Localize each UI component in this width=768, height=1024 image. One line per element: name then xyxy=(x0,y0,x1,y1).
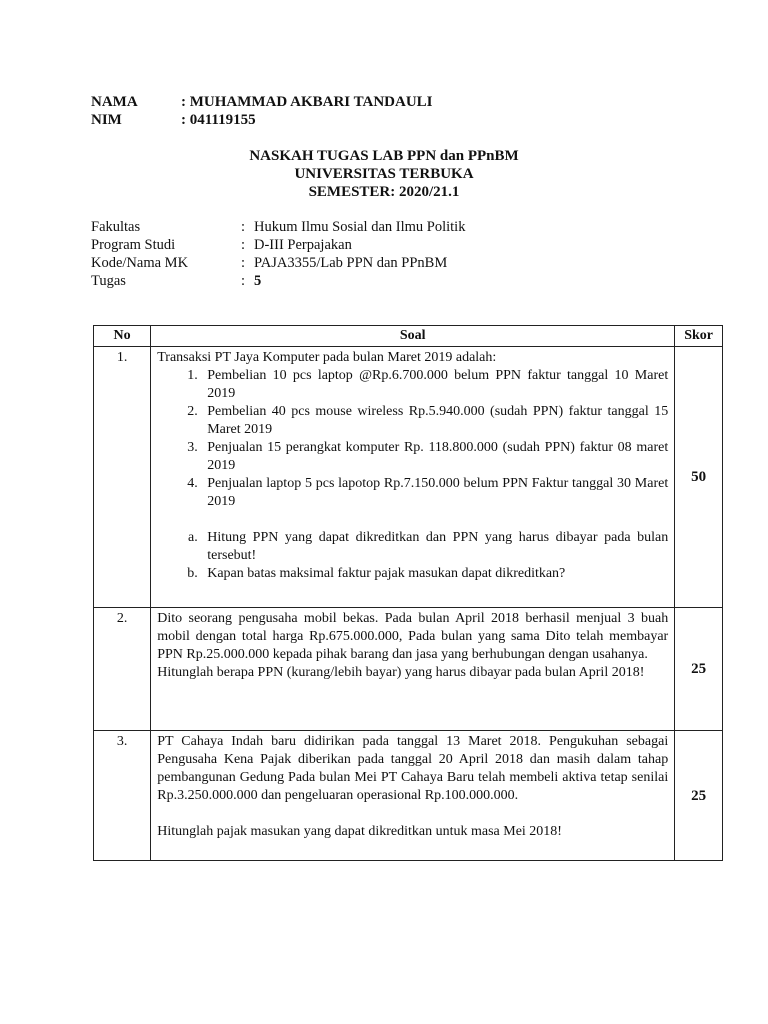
spacer xyxy=(157,805,668,823)
course-info xyxy=(91,218,465,290)
student-identity xyxy=(91,93,433,129)
row-number: 3. xyxy=(94,731,151,861)
meta-separator: : xyxy=(241,273,246,289)
title-line-2: UNIVERSITAS TERBUKA xyxy=(294,166,474,182)
spacer xyxy=(157,511,668,529)
list-item: 1. Pembelian 10 pcs laptop @Rp.6.700.000 belum PPN faktur tanggal 10 Maret 2019 xyxy=(201,367,668,403)
nim-value: : 041119155 xyxy=(181,112,256,128)
nim-label: NIM xyxy=(91,112,122,128)
transaction-list xyxy=(157,367,668,511)
row-number: 2. xyxy=(94,608,151,731)
question-paragraph: Hitunglah berapa PPN (kurang/lebih bayar) yang harus dibayar pada bulan April 2018! xyxy=(157,665,645,680)
question-list xyxy=(157,529,668,583)
meta-label: Program Studi xyxy=(91,237,176,253)
score-cell: 25 xyxy=(675,731,723,861)
question-table xyxy=(93,325,723,861)
meta-row-program-studi xyxy=(91,236,465,254)
meta-value: PAJA3355/Lab PPN dan PPnBM xyxy=(254,255,448,271)
nama-label: NAMA xyxy=(91,94,138,110)
meta-row-kode-mk xyxy=(91,254,465,272)
question-paragraph: PT Cahaya Indah baru didirikan pada tanggal 13 Maret 2018. Pengukuhan sebagai Pengusaha Kena Pajak diberikan pada tanggal 20 April 2018 dan masih dalam tahap pembangunan Gedung Pada bulan Mei PT Cahaya Baru telah membeli aktiva tetap senilai Rp.3.250.000.000 dan pengeluaran operasional Rp.100.000.000. xyxy=(157,734,669,803)
table-row xyxy=(94,347,723,608)
meta-row-tugas xyxy=(91,272,465,290)
meta-separator: : xyxy=(241,219,246,235)
title-line-3: SEMESTER: 2020/21.1 xyxy=(308,184,460,200)
list-item: b. Kapan batas maksimal faktur pajak masukan dapat dikreditkan? xyxy=(201,565,668,583)
title-line-1: NASKAH TUGAS LAB PPN dan PPnBM xyxy=(249,148,519,164)
score-cell: 50 xyxy=(675,347,723,608)
question-cell xyxy=(151,731,675,861)
question-paragraph: Dito seorang pengusaha mobil bekas. Pada bulan April 2018 berhasil menjual 3 buah mobil dengan total harga Rp.675.000.000, Pada bulan yang sama Dito telah membayar PPN Rp.25.000.000 kepada pihak barang dan jasa yang berhubungan dengan usahanya. xyxy=(157,611,669,662)
list-item: a. Hitung PPN yang dapat dikreditkan dan PPN yang harus dibayar pada bulan tersebut! xyxy=(201,529,668,565)
question-cell xyxy=(151,608,675,731)
list-item: 4. Penjualan laptop 5 pcs lapotop Rp.7.150.000 belum PPN Faktur tanggal 30 Maret 2019 xyxy=(201,475,668,511)
document-title xyxy=(0,147,768,201)
nama-row xyxy=(91,93,433,111)
header-skor: Skor xyxy=(675,326,723,347)
meta-value: D-III Perpajakan xyxy=(254,237,352,253)
list-item: 2. Pembelian 40 pcs mouse wireless Rp.5.940.000 (sudah PPN) faktur tanggal 15 Maret 2019 xyxy=(201,403,668,439)
meta-label: Tugas xyxy=(91,273,126,289)
nama-value: : MUHAMMAD AKBARI TANDAULI xyxy=(181,94,433,110)
meta-separator: : xyxy=(241,237,246,253)
table-row xyxy=(94,608,723,731)
list-item: 3. Penjualan 15 perangkat komputer Rp. 118.800.000 (sudah PPN) faktur 08 maret 2019 xyxy=(201,439,668,475)
meta-label: Kode/Nama MK xyxy=(91,255,189,271)
nim-row xyxy=(91,111,433,129)
meta-value: 5 xyxy=(254,273,262,289)
row-number: 1. xyxy=(94,347,151,608)
meta-label: Fakultas xyxy=(91,219,141,235)
header-soal: Soal xyxy=(151,326,675,347)
meta-row-fakultas xyxy=(91,218,465,236)
question-cell xyxy=(151,347,675,608)
question-paragraph: Hitunglah pajak masukan yang dapat dikreditkan untuk masa Mei 2018! xyxy=(157,824,562,839)
score-cell: 25 xyxy=(675,608,723,731)
table-header-row xyxy=(94,326,723,347)
meta-separator: : xyxy=(241,255,246,271)
header-no: No xyxy=(94,326,151,347)
question-intro: Transaksi PT Jaya Komputer pada bulan Maret 2019 adalah: xyxy=(157,350,497,365)
table-row xyxy=(94,731,723,861)
meta-value: Hukum Ilmu Sosial dan Ilmu Politik xyxy=(254,219,466,235)
